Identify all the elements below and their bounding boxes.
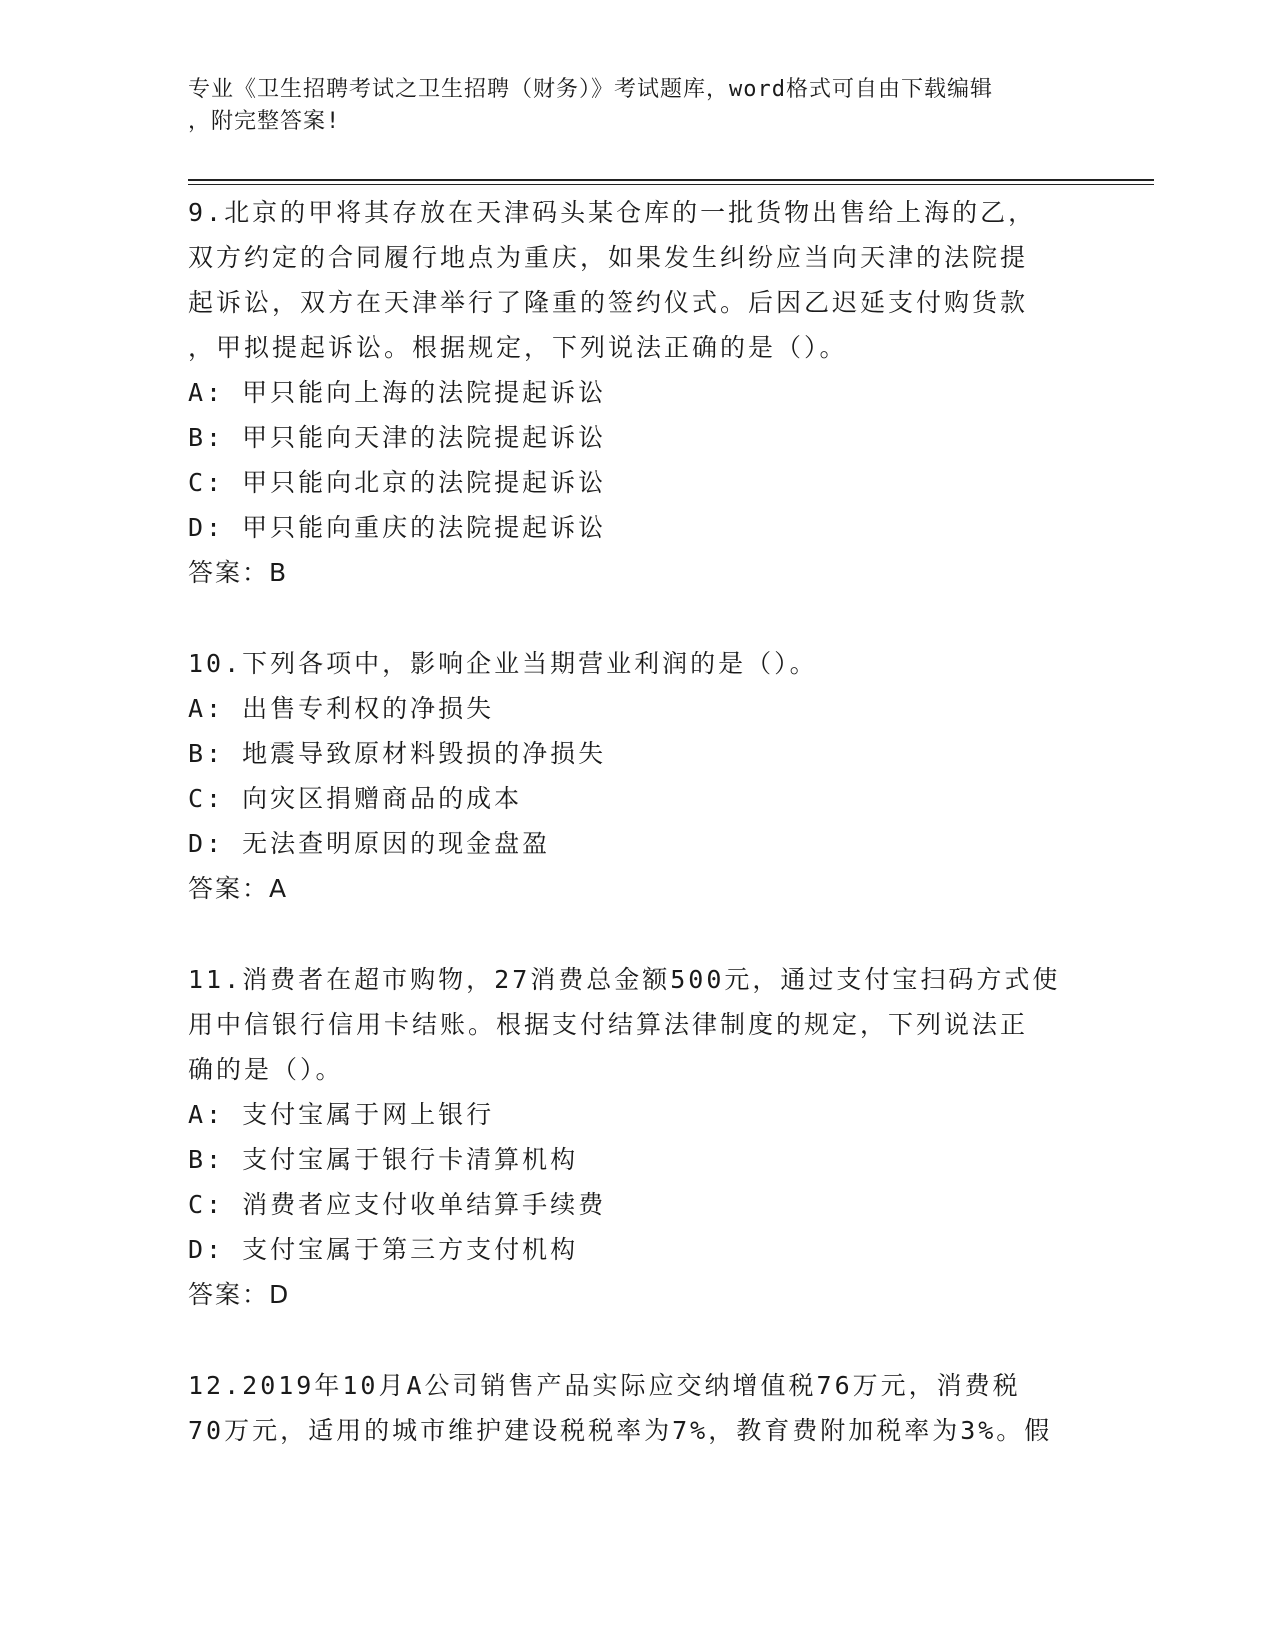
option-a: A: 支付宝属于网上银行	[188, 1100, 495, 1129]
option-d: D: 无法查明原因的现金盘盈	[188, 829, 551, 858]
option-d: D: 甲只能向重庆的法院提起诉讼	[188, 513, 607, 542]
question-text-line: 双方约定的合同履行地点为重庆，如果发生纠纷应当向天津的法院提	[188, 243, 1029, 272]
question-9	[188, 190, 1088, 595]
option-c: C: 消费者应支付收单结算手续费	[188, 1190, 607, 1219]
question-10	[188, 641, 1088, 911]
question-text-line: 10.下列各项中，影响企业当期营业利润的是（）。	[188, 649, 818, 678]
question-text-line: 起诉讼，双方在天津举行了隆重的签约仪式。后因乙迟延支付购货款	[188, 288, 1029, 317]
question-11	[188, 957, 1088, 1317]
header-title-line-1: 专业《卫生招聘考试之卫生招聘（财务）》考试题库，word格式可自由下载编辑	[188, 77, 993, 102]
question-text-line: 确的是（）。	[188, 1055, 344, 1084]
option-a: A: 出售专利权的净损失	[188, 694, 495, 723]
question-text-line: 11.消费者在超市购物，27消费总金额500元，通过支付宝扫码方式使	[188, 965, 1061, 994]
option-c: C: 甲只能向北京的法院提起诉讼	[188, 468, 607, 497]
header-divider-thin	[188, 184, 1154, 185]
option-c: C: 向灾区捐赠商品的成本	[188, 784, 523, 813]
question-text-line: 用中信银行信用卡结账。根据支付结算法律制度的规定，下列说法正	[188, 1010, 1029, 1039]
header-title-line-2: ，附完整答案!	[188, 109, 341, 134]
question-text-line: 12.2019年10月A公司销售产品实际应交纳增值税76万元，消费税	[188, 1371, 1021, 1400]
answer-label: 答案：A	[188, 874, 289, 903]
option-d: D: 支付宝属于第三方支付机构	[188, 1235, 579, 1264]
option-b: B: 支付宝属于银行卡清算机构	[188, 1145, 579, 1174]
answer-label: 答案：B	[188, 558, 289, 587]
option-b: B: 地震导致原材料毁损的净损失	[188, 739, 607, 768]
answer-label: 答案：D	[188, 1280, 291, 1309]
header-divider-thick	[188, 179, 1154, 181]
question-12	[188, 1363, 1088, 1453]
question-text-line: ，甲拟提起诉讼。根据规定，下列说法正确的是（）。	[188, 333, 848, 362]
question-list	[188, 190, 1088, 1499]
option-a: A: 甲只能向上海的法院提起诉讼	[188, 378, 607, 407]
question-text-line: 9.北京的甲将其存放在天津码头某仓库的一批货物出售给上海的乙，	[188, 198, 1037, 227]
question-text-line: 70万元，适用的城市维护建设税税率为7%，教育费附加税率为3%。假	[188, 1416, 1053, 1445]
document-header	[188, 74, 1068, 138]
option-b: B: 甲只能向天津的法院提起诉讼	[188, 423, 607, 452]
